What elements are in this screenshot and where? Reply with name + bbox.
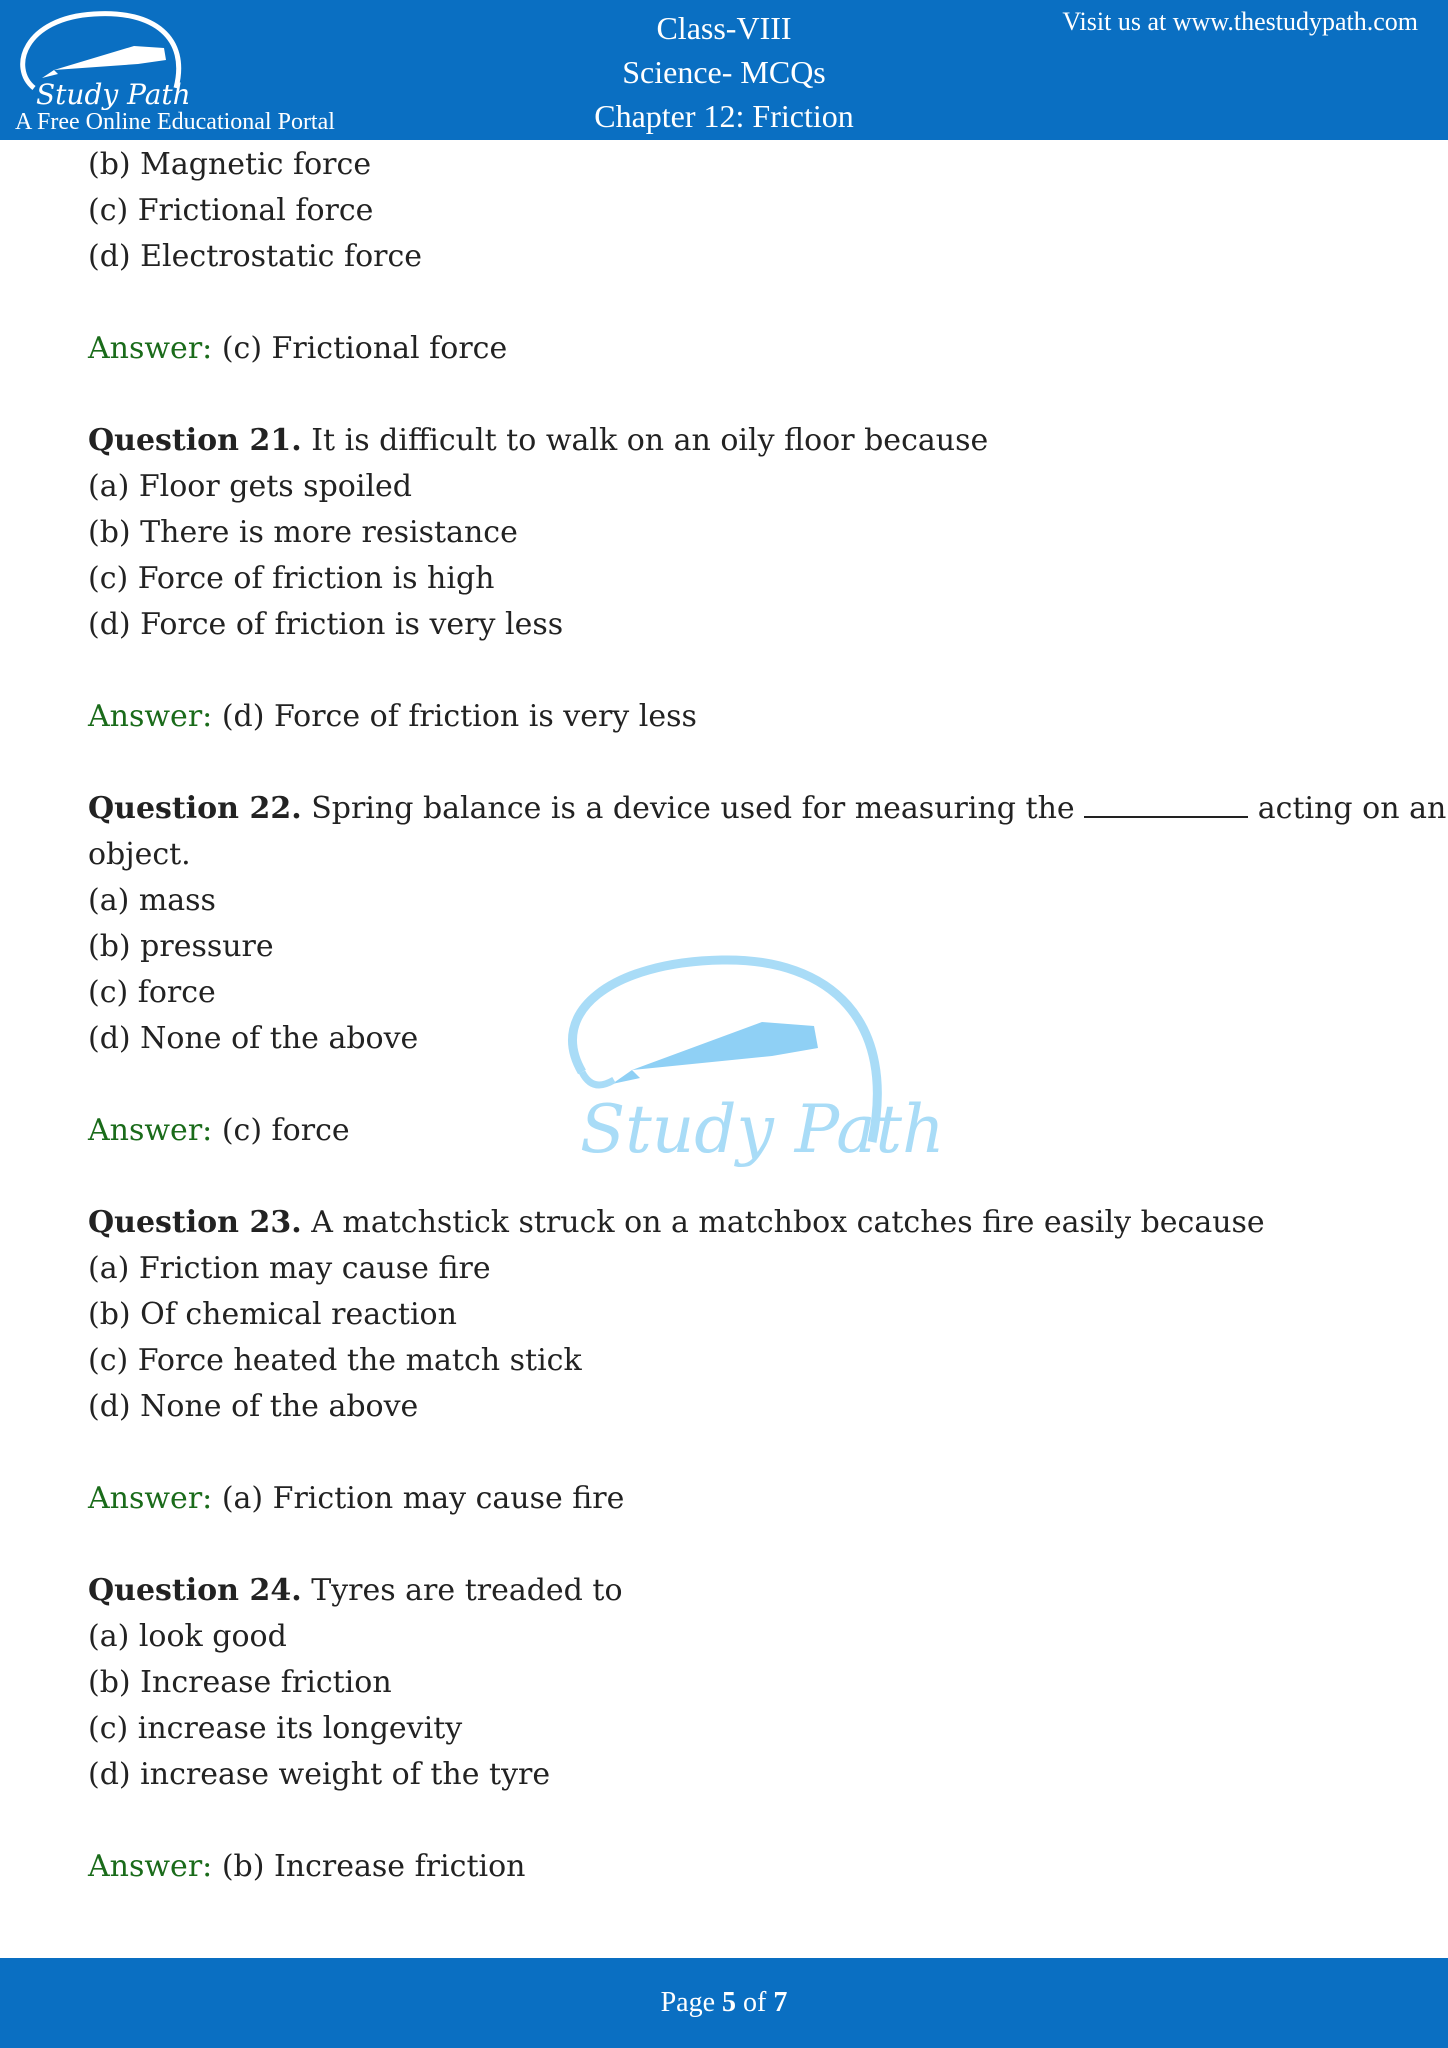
- answer-label: Answer:: [88, 1481, 213, 1516]
- of-label: of: [743, 1987, 767, 2018]
- option-line: (d) Electrostatic force: [88, 239, 423, 274]
- option-line: (a) mass: [88, 883, 216, 918]
- answer-line: [88, 1844, 1368, 1890]
- option-line: (d) increase weight of the tyre: [88, 1757, 551, 1792]
- option-line: (b) pressure: [88, 929, 274, 964]
- option-line: (c) Force heated the match stick: [88, 1343, 582, 1378]
- site-link[interactable]: Visit us at www.thestudypath.com: [1062, 7, 1418, 36]
- question-number: Question 23.: [88, 1205, 302, 1240]
- answer-line: [88, 1476, 1368, 1522]
- answer-label: Answer:: [88, 1113, 213, 1148]
- option-line: (a) Floor gets spoiled: [88, 469, 412, 504]
- option-line: (c) increase its longevity: [88, 1711, 463, 1746]
- fill-in-blank: [1084, 788, 1248, 818]
- answer-text: (d) Force of friction is very less: [221, 699, 697, 734]
- answer-line: [88, 694, 1368, 740]
- study-path-logo: [14, 8, 194, 111]
- question-text-continued: object.: [88, 837, 191, 872]
- subject-title: Science- MCQs: [622, 54, 826, 90]
- option-line: (c) Force of friction is high: [88, 561, 495, 596]
- page-label: Page: [660, 1987, 716, 2018]
- answer-text: (c) Frictional force: [221, 331, 508, 366]
- answer-text: (b) Increase friction: [221, 1849, 526, 1884]
- question-text: A matchstick struck on a matchbox catches fire easily because: [311, 1205, 1265, 1240]
- class-title: Class-VIII: [656, 10, 792, 46]
- total-pages-number: 7: [773, 1987, 788, 2018]
- question-text-after-blank: acting on an: [1257, 791, 1447, 826]
- answer-line: [88, 326, 1368, 372]
- option-line: (b) Magnetic force: [88, 147, 372, 182]
- option-line: (b) Of chemical reaction: [88, 1297, 457, 1332]
- option-line: (d) Force of friction is very less: [88, 607, 564, 642]
- option-line: (d) None of the above: [88, 1021, 419, 1056]
- option-line: (c) force: [88, 975, 216, 1010]
- question-text: It is difficult to walk on an oily floor because: [311, 423, 989, 458]
- question-number: Question 22.: [88, 791, 302, 826]
- page-footer: [0, 1958, 1448, 2048]
- answer-label: Answer:: [88, 1849, 213, 1884]
- option-line: (d) None of the above: [88, 1389, 419, 1424]
- option-line: (a) Friction may cause fire: [88, 1251, 491, 1286]
- page-header: [0, 0, 1448, 140]
- option-line: (a) look good: [88, 1619, 287, 1654]
- mcq-content: [88, 142, 1447, 1890]
- option-line: (c) Frictional force: [88, 193, 374, 228]
- question-number: Question 21.: [88, 423, 302, 458]
- question-number: Question 24.: [88, 1573, 302, 1608]
- current-page-number: 5: [722, 1987, 737, 2018]
- question-line: [88, 1200, 1368, 1246]
- portal-tagline: A Free Online Educational Portal: [15, 109, 335, 135]
- question-text: Spring balance is a device used for measuring the: [311, 791, 1075, 826]
- document-title-block: [484, 6, 964, 138]
- question-line: [88, 1568, 1368, 1614]
- answer-label: Answer:: [88, 699, 213, 734]
- answer-text: (c) force: [221, 1113, 350, 1148]
- question-line: [88, 786, 1447, 832]
- option-line: (b) Increase friction: [88, 1665, 392, 1700]
- chapter-title: Chapter 12: Friction: [594, 98, 854, 134]
- svg-text:Study Path: Study Path: [36, 78, 191, 111]
- watermark-text: Study Path: [580, 1091, 945, 1168]
- pen-logo-icon: [14, 8, 194, 111]
- answer-label: Answer:: [88, 331, 213, 366]
- option-line: (b) There is more resistance: [88, 515, 518, 550]
- question-text: Tyres are treaded to: [311, 1573, 623, 1608]
- answer-text: (a) Friction may cause fire: [221, 1481, 625, 1516]
- question-line: [88, 418, 1368, 464]
- answer-line: [88, 1108, 1368, 1154]
